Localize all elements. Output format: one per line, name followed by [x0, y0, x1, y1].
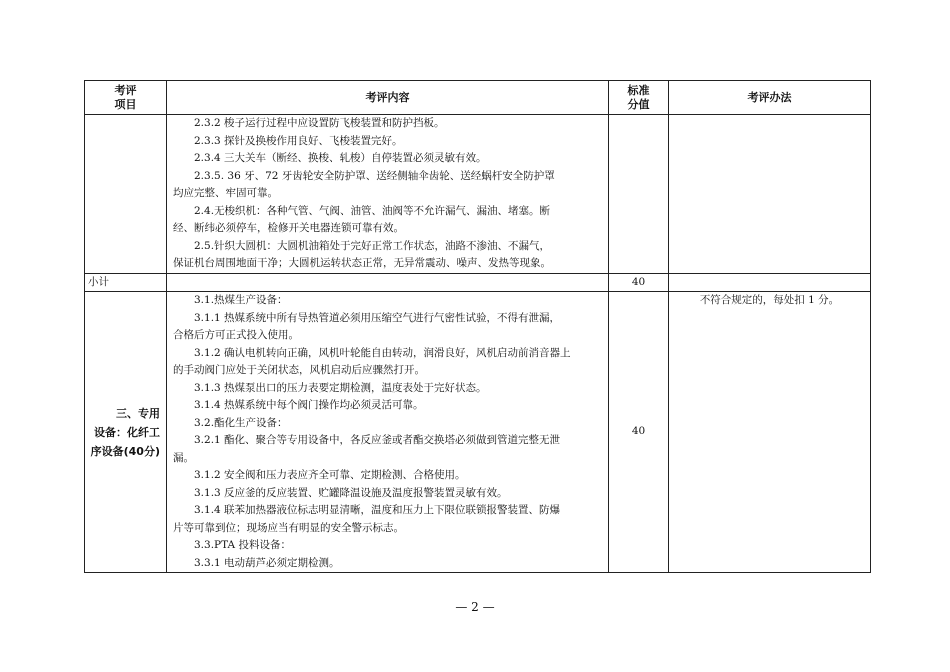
subtotal-method-empty: [669, 273, 871, 292]
header-score-line1: 标准: [627, 83, 650, 97]
table-header-row: [85, 81, 871, 115]
content-line: 2.3.3 探针及换梭作用良好、飞梭装置完好。: [194, 134, 403, 147]
subtotal-score: 40: [609, 273, 669, 292]
header-item-line1: 考评: [114, 83, 137, 97]
content-line: 3.1.4 联苯加热器液位标志明显清晰，温度和压力上下限位联锁报警装置、防爆: [194, 504, 561, 516]
content-line: 2.3.4 三大关车（断经、换梭、轧梭）自停装置必须灵敏有效。: [194, 152, 487, 164]
content-line: 3.1.3 热煤泵出口的压力表要定期检测，温度表处于完好状态。: [194, 381, 487, 394]
page-number: — 2 —: [455, 600, 495, 614]
content-line: 经、断纬必须停车，检修开关电器连锁可靠有效。: [173, 222, 404, 234]
header-item: [85, 81, 167, 115]
content-cell-section2: [167, 115, 609, 274]
header-content: 考评内容: [167, 81, 609, 115]
section2-lines: [173, 115, 602, 273]
section3-item-line2: 设备：化纤工: [94, 425, 160, 439]
table-row-subtotal: [85, 273, 871, 292]
content-line: 保证机台周围地面干净；大圆机运转状态正常，无异常震动、噪声、发热等现象。: [173, 257, 551, 269]
table-row-section3: [85, 292, 871, 573]
content-line: 2.3.2 梭子运行过程中应设置防飞梭装置和防护挡板。: [194, 117, 445, 129]
score-cell-empty: [609, 115, 669, 274]
content-line: 片等可靠到位；现场应当有明显的安全警示标志。: [173, 521, 404, 534]
content-line: 2.4.无梭织机：各种气管、气阀、油管、油阀等不允许漏气、漏油、堵塞。断: [194, 204, 551, 217]
content-line: 3.2.1 酯化、聚合等专用设备中，各反应釜或者酯交换塔必须做到管道完整无泄: [194, 434, 561, 446]
section3-score: 40: [609, 292, 669, 573]
section3-item-line1: 三、专用: [116, 406, 160, 420]
content-line: 合格后方可正式投入使用。: [173, 329, 299, 341]
header-item-line2: 项目: [114, 97, 137, 111]
content-line: 2.5.针织大圆机：大圆机油箱处于完好正常工作状态，油路不渗油、不漏气，: [194, 239, 551, 252]
header-method: 考评办法: [669, 81, 871, 115]
content-cell-section3: [167, 292, 609, 573]
content-line: 均应完整、牢固可靠。: [173, 187, 278, 199]
content-line: 3.1.2 安全阀和压力表应齐全可靠、定期检测、合格使用。: [194, 469, 466, 481]
section3-lines: [173, 292, 602, 572]
method-cell-empty: [669, 115, 871, 274]
content-line: 3.1.1 热媒系统中所有导热管道必须用压缩空气进行气密性试验，不得有泄漏，: [194, 311, 561, 324]
content-line: 3.3.1 电动葫芦必须定期检测。: [194, 556, 340, 569]
content-line: 2.3.5. 36 牙、72 牙齿轮安全防护罩、送经侧轴伞齿轮、送经蜗杆安全防护罩: [194, 169, 555, 182]
item-cell-section3: [85, 292, 167, 573]
content-line: 3.3.PTA 投料设备：: [194, 539, 291, 551]
content-line: 3.1.4 热媒系统中每个阀门操作均必须灵活可靠。: [194, 399, 424, 411]
header-score: [609, 81, 669, 115]
item-cell-empty: [85, 115, 167, 274]
table-row-section2-continued: [85, 115, 871, 274]
subtotal-content-empty: [167, 273, 609, 292]
content-line: 的手动阀门应处于关闭状态，风机启动后应骤然打开。: [173, 364, 425, 376]
content-line: 3.1.3 反应釜的反应装置、贮罐降温设施及温度报警装置灵敏有效。: [194, 486, 508, 499]
content-line: 漏。: [173, 451, 194, 464]
content-line: 3.2.酯化生产设备：: [194, 416, 288, 429]
header-score-line2: 分值: [627, 97, 650, 111]
content-line: 3.1.热煤生产设备：: [194, 294, 288, 306]
content-line: 3.1.2 确认电机转向正确，风机叶轮能自由转动，润滑良好，风机启动前消音器上: [194, 346, 571, 359]
section3-item-line3: 序设备(40分): [90, 444, 160, 458]
section3-method: 不符合规定的，每处扣 1 分。: [669, 292, 871, 573]
subtotal-label: 小计: [85, 273, 167, 292]
evaluation-table: [84, 80, 871, 573]
